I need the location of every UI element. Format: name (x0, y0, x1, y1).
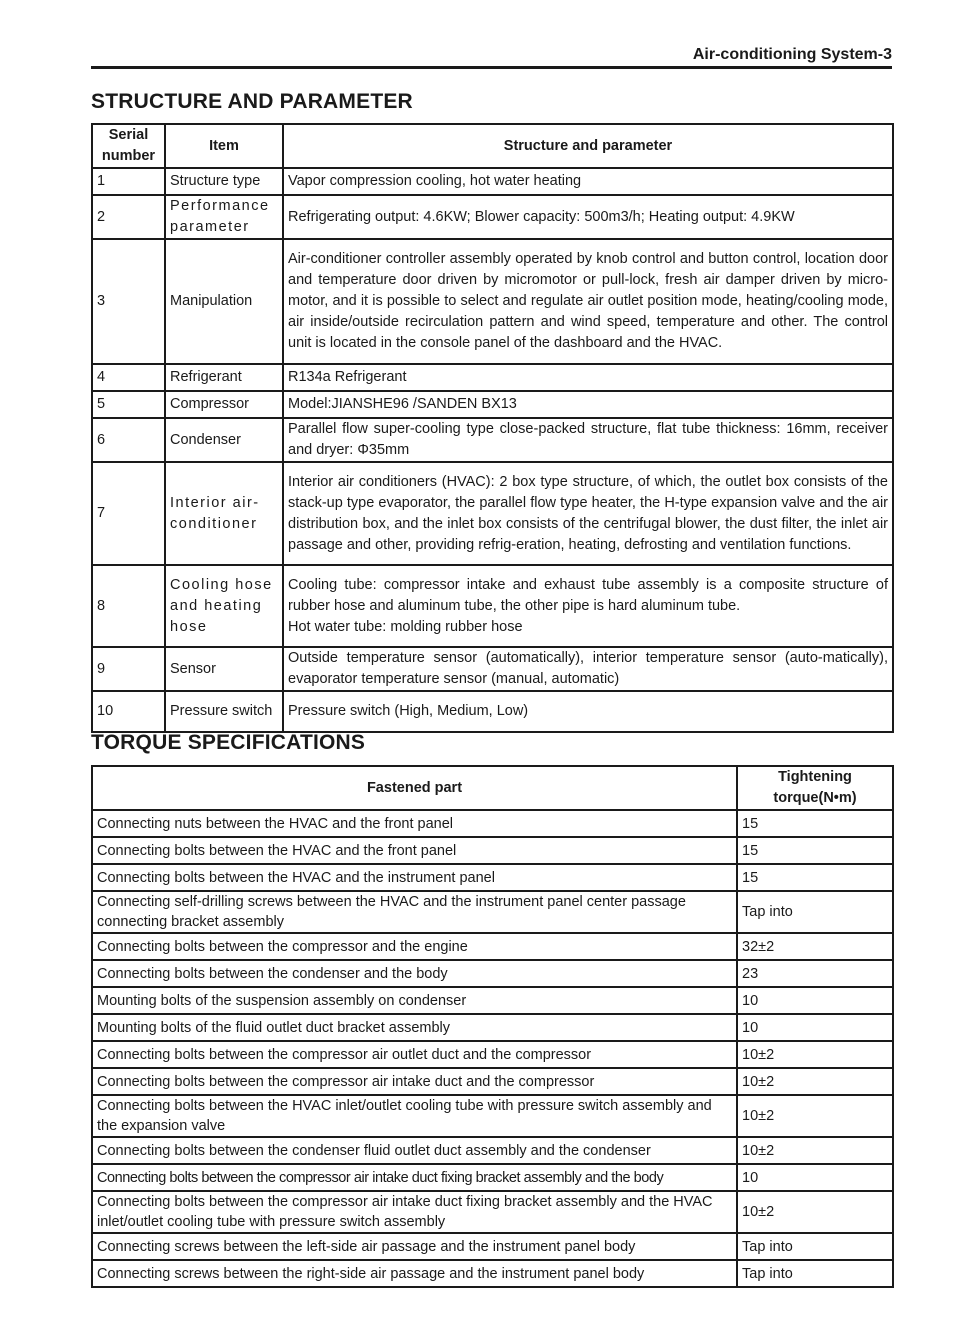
torque-value: 10±2 (737, 1191, 893, 1233)
table-row (92, 987, 893, 1014)
fastened-part: Connecting bolts between the condenser and the body (92, 960, 737, 987)
item-name: Refrigerant (165, 364, 283, 391)
item-name: Performance parameter (165, 195, 283, 239)
table-row (92, 837, 893, 864)
item-name: Sensor (165, 647, 283, 691)
item-name: Compressor (165, 391, 283, 418)
table-row (92, 391, 893, 418)
serial-number: 9 (92, 647, 165, 691)
table-row (92, 1164, 893, 1191)
torque-value: 10 (737, 1164, 893, 1191)
table-row (92, 1137, 893, 1164)
fastened-part: Connecting screws between the right-side air passage and the instrument panel body (92, 1260, 737, 1287)
parameter-text: Pressure switch (High, Medium, Low) (283, 691, 893, 732)
fastened-part: Connecting bolts between the compressor air intake duct fixing bracket assembly and the body (92, 1164, 737, 1191)
serial-number: 7 (92, 462, 165, 565)
fastened-part: Connecting self-drilling screws between the HVAC and the instrument panel center passage connecting bracket assembly (92, 891, 737, 933)
parameter-text: R134a Refrigerant (283, 364, 893, 391)
parameter-text: Vapor compression cooling, hot water heating (283, 168, 893, 195)
item-name: Cooling hose and heating hose (165, 565, 283, 647)
table-row (92, 1260, 893, 1287)
structure-section-title: STRUCTURE AND PARAMETER (91, 90, 413, 113)
torque-value: 10 (737, 1014, 893, 1041)
serial-number: 8 (92, 565, 165, 647)
table-row (92, 691, 893, 732)
table-row (92, 647, 893, 691)
torque-section-title: TORQUE SPECIFICATIONS (91, 731, 366, 754)
parameter-cell (283, 565, 893, 647)
torque-value: Tap into (737, 1233, 893, 1260)
fastened-part: Connecting bolts between the compressor and the engine (92, 933, 737, 960)
page-header (91, 44, 892, 69)
fastened-part: Connecting bolts between the HVAC inlet/outlet cooling tube with pressure switch assembly and the expansion valve (92, 1095, 737, 1137)
torque-value: Tap into (737, 891, 893, 933)
torque-value: Tap into (737, 1260, 893, 1287)
table-row (92, 462, 893, 565)
table-row (92, 960, 893, 987)
serial-number: 2 (92, 195, 165, 239)
parameter-text: Model:JIANSHE96 /SANDEN BX13 (283, 391, 893, 418)
fastened-part: Connecting nuts between the HVAC and the front panel (92, 810, 737, 837)
torque-value: 10±2 (737, 1041, 893, 1068)
table-row (92, 1014, 893, 1041)
header-fastened-part: Fastened part (92, 766, 737, 810)
table-row (92, 565, 893, 647)
torque-value: 10 (737, 987, 893, 1014)
table-row (92, 168, 893, 195)
torque-value: 15 (737, 837, 893, 864)
table-row (92, 864, 893, 891)
fastened-part: Connecting bolts between the compressor air intake duct fixing bracket assembly and the HVAC inlet/outlet cooling tube with pressure switch assembly (92, 1191, 737, 1233)
table-row (92, 195, 893, 239)
table-row (92, 239, 893, 364)
header-serial-number: Serial number (92, 124, 165, 168)
torque-value: 10±2 (737, 1068, 893, 1095)
parameter-text: Outside temperature sensor (automatically), interior temperature sensor (auto-matically), evaporator temperature sensor (manual, automatic) (283, 647, 893, 691)
torque-value: 10±2 (737, 1095, 893, 1137)
fastened-part: Connecting bolts between the HVAC and the instrument panel (92, 864, 737, 891)
serial-number: 1 (92, 168, 165, 195)
structure-header-row (92, 124, 893, 168)
torque-value: 15 (737, 810, 893, 837)
fastened-part: Mounting bolts of the suspension assembly on condenser (92, 987, 737, 1014)
table-row (92, 418, 893, 462)
torque-table (91, 765, 894, 1288)
table-row (92, 1041, 893, 1068)
fastened-part: Connecting bolts between the compressor air outlet duct and the compressor (92, 1041, 737, 1068)
header-structure-parameter: Structure and parameter (283, 124, 893, 168)
header-item: Item (165, 124, 283, 168)
fastened-part: Connecting screws between the left-side air passage and the instrument panel body (92, 1233, 737, 1260)
serial-number: 6 (92, 418, 165, 462)
header-tightening-torque: Tightening torque(N•m) (737, 766, 893, 810)
serial-number: 3 (92, 239, 165, 364)
table-row (92, 1095, 893, 1137)
torque-value: 15 (737, 864, 893, 891)
fastened-part: Mounting bolts of the fluid outlet duct bracket assembly (92, 1014, 737, 1041)
serial-number: 5 (92, 391, 165, 418)
item-name: Condenser (165, 418, 283, 462)
torque-value: 32±2 (737, 933, 893, 960)
fastened-part: Connecting bolts between the compressor air intake duct and the compressor (92, 1068, 737, 1095)
fastened-part: Connecting bolts between the HVAC and the front panel (92, 837, 737, 864)
item-name: Interior air-conditioner (165, 462, 283, 565)
table-row (92, 1233, 893, 1260)
fastened-part: Connecting bolts between the condenser fluid outlet duct assembly and the condenser (92, 1137, 737, 1164)
header-title: Air-conditioning System-3 (692, 46, 892, 63)
parameter-text: Cooling tube: compressor intake and exhaust tube assembly is a composite structure of rubber hose and aluminum tube, the other pipe is hard aluminum tube. (288, 576, 888, 614)
table-row (92, 933, 893, 960)
table-row (92, 1191, 893, 1233)
parameter-text: Refrigerating output: 4.6KW; Blower capacity: 500m3/h; Heating output: 4.9KW (283, 195, 893, 239)
table-row (92, 1068, 893, 1095)
torque-value: 23 (737, 960, 893, 987)
torque-header-row (92, 766, 893, 810)
serial-number: 4 (92, 364, 165, 391)
item-name: Manipulation (165, 239, 283, 364)
table-row (92, 891, 893, 933)
parameter-text: Interior air conditioners (HVAC): 2 box type structure, of which, the outlet box consists of the stack-up type evaporator, the parallel flow type heater, the H-type expansion valve and the air distribution box, and the inlet box consists of the centrifugal blower, the dust filter, the inlet air passage and other, providing refrig-eration, heating, defrosting and ventilation functions. (283, 462, 893, 565)
item-name: Pressure switch (165, 691, 283, 732)
parameter-text: Air-conditioner controller assembly operated by knob control and button control, location door and temperature door driven by micromotor or pull-lock, fresh air damper driven by micro-motor, and it is possible to select and regulate air outlet position mode, heating/cooling mode, air inside/outside recirculation pattern and wind speed, temperature and other. The control unit is located in the console panel of the dashboard and the HVAC. (283, 239, 893, 364)
structure-table (91, 123, 894, 733)
parameter-text-secondary: Hot water tube: molding rubber hose (288, 618, 523, 635)
torque-value: 10±2 (737, 1137, 893, 1164)
parameter-text: Parallel flow super-cooling type close-packed structure, flat tube thickness: 16mm, receiver and dryer: Φ35mm (283, 418, 893, 462)
table-row (92, 364, 893, 391)
table-row (92, 810, 893, 837)
item-name: Structure type (165, 168, 283, 195)
serial-number: 10 (92, 691, 165, 732)
